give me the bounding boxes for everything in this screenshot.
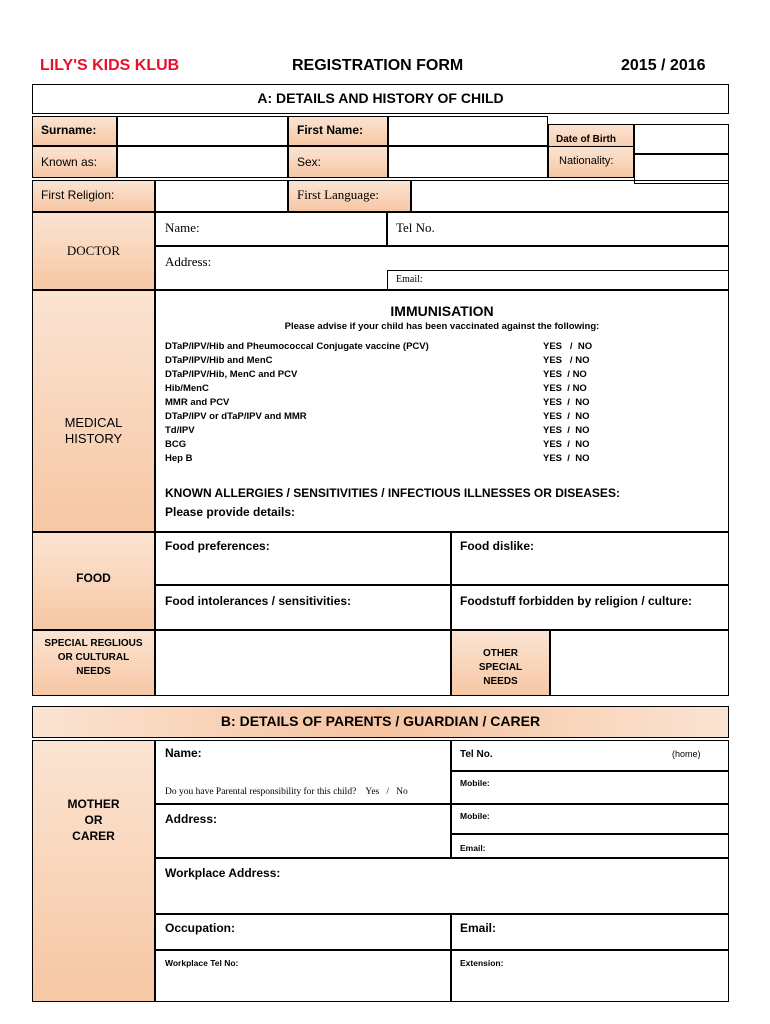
vaccine-answer[interactable]: YES / NO [543,425,590,436]
mother-tel-home-label: (home) [672,749,701,759]
mother-label-line1: MOTHER [67,797,120,811]
language-label: First Language: [297,187,379,202]
mother-label-line3: CARER [72,829,115,843]
occupation-label: Occupation: [165,921,236,935]
form-title: REGISTRATION FORM [292,57,464,74]
language-input[interactable] [411,180,729,212]
vaccine-name: Hep B [165,453,193,464]
vaccine-answer[interactable]: YES / NO [543,383,587,394]
club-name: LILY'S KIDS KLUB [40,57,180,74]
mother-address-label: Address: [165,812,218,826]
dob-input[interactable] [634,124,729,154]
mother-mobile-label-2: Mobile: [460,811,490,821]
medical-label-line1: MEDICAL [64,415,123,430]
vaccine-answer[interactable]: YES / NO [543,355,590,366]
immunisation-title: IMMUNISATION [390,303,494,319]
vaccine-list [165,340,429,466]
mother-mobile-label-1: Mobile: [460,778,490,788]
dob-label: Date of Birth [556,134,616,145]
vaccine-answer[interactable]: YES / NO [543,439,590,450]
vaccine-name: MMR and PCV [165,397,230,408]
vaccine-answer[interactable]: YES / NO [543,411,590,422]
extension-label: Extension: [460,958,504,968]
vaccine-name: DTaP/IPV or dTaP/IPV and MMR [165,411,307,422]
mother-label-line2: OR [84,813,103,827]
doctor-email-input[interactable] [387,270,729,290]
immunisation-intro: Please advise if your child has been vaccinated against the following: [284,321,600,332]
mother-email-label-small: Email: [460,843,486,853]
surname-input[interactable] [117,116,288,146]
allergies-title: KNOWN ALLERGIES / SENSITIVITIES / INFECTIOUS ILLNESSES OR DISEASES: [165,486,620,500]
surname-label: Surname: [41,123,97,137]
food-forbidden-label: Foodstuff forbidden by religion / culture: [460,594,692,608]
food-dislike-label: Food dislike: [460,539,535,553]
mother-email-input-small[interactable] [451,834,729,858]
doctor-label: DOCTOR [66,243,121,258]
first-name-label: First Name: [297,123,364,137]
doctor-tel-label: Tel No. [396,220,435,235]
sex-input[interactable] [388,146,548,178]
other-needs-input[interactable] [550,630,729,696]
mother-label-cell [32,740,155,1002]
mother-name-label: Name: [165,746,202,760]
other-needs-label: OTHER SPECIAL NEEDS [478,648,523,687]
workplace-tel-label: Workplace Tel No: [165,958,239,968]
first-name-input[interactable] [388,116,548,146]
food-intolerances-label: Food intolerances / sensitivities: [165,594,352,608]
medical-label-line2: HISTORY [64,431,123,446]
mother-mobile-input-2[interactable] [451,804,729,834]
religion-input[interactable] [155,180,288,212]
workplace-address-label: Workplace Address: [165,866,281,880]
allergies-details-label: Please provide details: [165,505,296,519]
food-label: FOOD [76,571,111,585]
vaccine-answer[interactable]: YES / NO [543,397,590,408]
form-year: 2015 / 2016 [621,57,706,74]
vaccine-name: Hib/MenC [165,383,209,394]
vaccine-answer[interactable]: YES / NO [543,341,593,352]
sex-label: Sex: [297,155,322,169]
known-as-label: Known as: [41,155,98,169]
section-a-title: A: DETAILS AND HISTORY OF CHILD [257,90,504,106]
vaccine-name: DTaP/IPV/Hib, MenC and PCV [165,369,298,380]
special-needs-label: SPECIAL REGLIOUS OR CULTURAL NEEDS [44,638,143,677]
doctor-tel-input[interactable] [387,212,729,246]
mother-mobile-input-1[interactable] [451,771,729,804]
vaccine-name: DTaP/IPV/Hib and Pheumococcal Conjugate vaccine (PCV) [165,341,429,352]
known-as-input[interactable] [117,146,288,178]
mother-tel-label: Tel No. [460,749,493,760]
vaccine-name: Td/IPV [165,425,195,436]
doctor-name-label: Name: [165,220,200,235]
special-needs-input[interactable] [155,630,451,696]
vaccine-name: DTaP/IPV/Hib and MenC [165,355,273,366]
vaccine-name: BCG [165,439,187,450]
mother-email-label: Email: [460,921,497,935]
vaccine-answers [543,340,592,466]
religion-label: First Religion: [41,188,115,202]
parental-responsibility-question[interactable]: Do you have Parental responsibility for this child? Yes / No [165,787,408,797]
vaccine-answer[interactable]: YES / NO [543,369,587,380]
food-preferences-label: Food preferences: [165,539,270,553]
vaccine-answer[interactable]: YES / NO [543,453,590,464]
doctor-email-label: Email: [396,274,423,285]
section-b-title: B: DETAILS OF PARENTS / GUARDIAN / CARER [220,713,541,729]
nationality-label: Nationality: [559,155,614,167]
medical-label-cell [32,290,155,532]
doctor-address-label: Address: [165,254,212,269]
